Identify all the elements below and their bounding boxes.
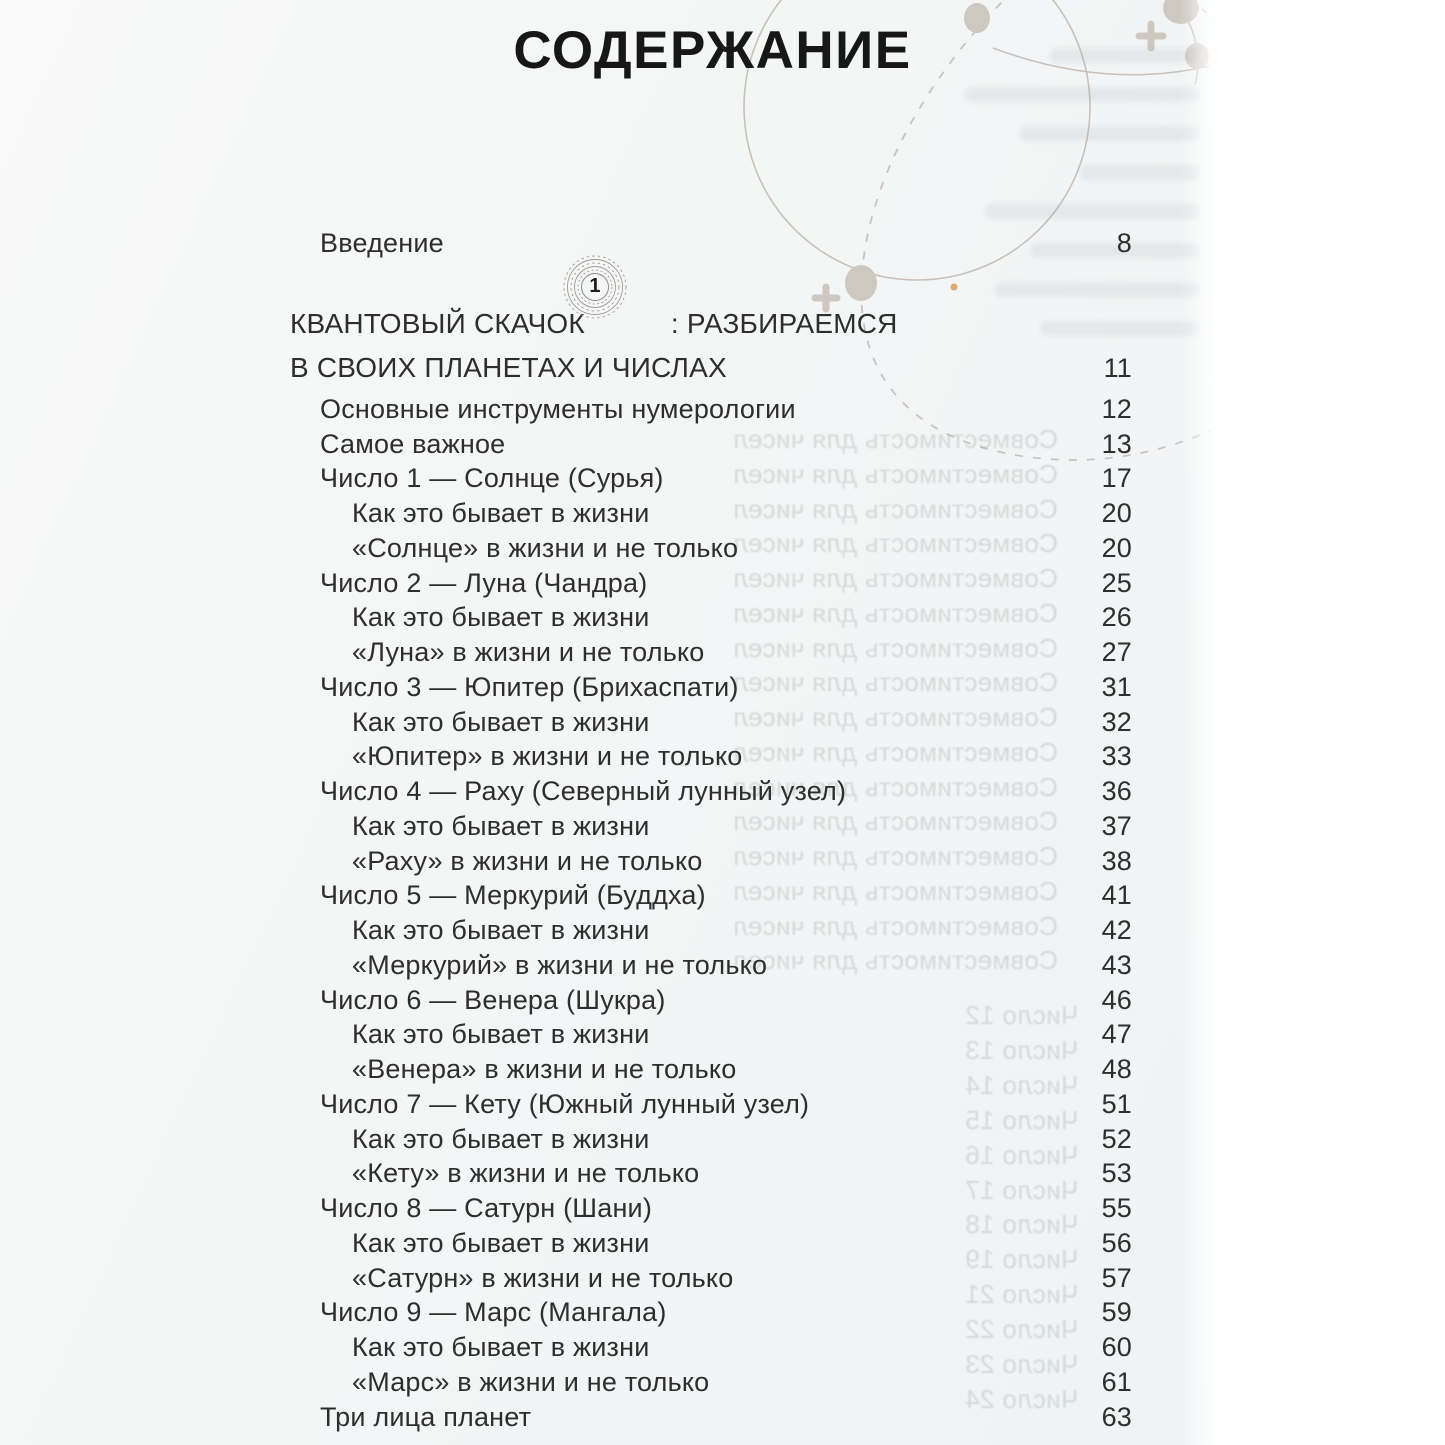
bleedthrough-text: Совместимость для чисел <box>733 424 1058 454</box>
toc-row <box>290 670 1132 705</box>
toc-entry-label: Как это бывает в жизни <box>352 1332 650 1362</box>
toc-entry-label: «Луна» в жизни и не только <box>352 637 705 667</box>
bleedthrough-text: Совместимость для чисел <box>733 597 1058 628</box>
bleedthrough-blur <box>965 87 1200 102</box>
toc-entry-label: Как это бывает в жизни <box>352 602 650 633</box>
toc-entry-page: 32 <box>1101 706 1132 737</box>
toc-row <box>290 1365 1132 1400</box>
bleedthrough-text: Совместимость для чисел <box>733 493 1058 524</box>
bleedthrough-blur <box>985 204 1200 219</box>
toc-row <box>290 566 1132 601</box>
toc-entry-label: «Юпитер» в жизни и не только <box>352 741 743 772</box>
toc-entry-label: Число 8 — Сатурн (Шани) <box>320 1193 653 1223</box>
toc-entry-page: 37 <box>1101 810 1132 841</box>
toc-entry-label: Как это бывает в жизни <box>352 1227 650 1258</box>
toc-entry-label: Число 5 — Меркурий (Буддха) <box>320 880 706 911</box>
toc-entry-page: 61 <box>1101 1366 1132 1397</box>
bleedthrough-text: Совместимость для чисел <box>733 841 1058 871</box>
toc-entry-page: 63 <box>1101 1401 1132 1432</box>
chapter-title-part2: : РАЗБИРАЕМСЯ <box>670 307 898 339</box>
toc-row <box>290 983 1132 1018</box>
toc-entry-label: Число 3 — Юпитер (Брихаспати) <box>320 671 739 702</box>
chapter-title-part1: КВАНТОВЫЙ СКАЧОК <box>290 307 585 339</box>
bleedthrough-text: Число 19 <box>964 1244 1078 1275</box>
toc-entry-label: Число 4 — Раху (Северный лунный узел) <box>320 776 847 806</box>
toc-entry-label: Основные инструменты нумерологии <box>320 393 796 424</box>
bleedthrough-text: Число 18 <box>964 1209 1078 1240</box>
toc-entry-page: 46 <box>1101 984 1132 1015</box>
page-title: СОДЕРЖАНИЕ <box>513 21 912 80</box>
toc-row <box>290 910 1132 948</box>
toc-row <box>290 948 1132 983</box>
toc-entry-label: Как это бывает в жизни <box>352 1123 650 1154</box>
bleedthrough-text: Совместимость для чисел <box>733 910 1058 941</box>
toc-entry-page: 60 <box>1101 1332 1132 1362</box>
bleedthrough-text: Совместимость для чисел <box>733 806 1058 837</box>
toc-entry-page: 8 <box>1116 228 1132 258</box>
toc-entry-label: Введение <box>320 228 444 258</box>
toc-entry-page: 43 <box>1101 949 1132 980</box>
toc-row <box>290 493 1132 531</box>
bleedthrough-text: Число 21 <box>964 1279 1078 1310</box>
toc-entry-label: Число 1 — Солнце (Сурья) <box>320 463 664 494</box>
toc-entry-label: «Сатурн» в жизни и не только <box>352 1262 734 1293</box>
bleedthrough-text: Число 22 <box>964 1314 1078 1345</box>
toc-entry-label: Как это бывает в жизни <box>352 498 650 528</box>
bleedthrough-text: Совместимость для чисел <box>733 875 1058 906</box>
toc-entry-label: Три лица планет <box>320 1401 532 1432</box>
toc-entry-page: 27 <box>1101 637 1132 667</box>
toc-entry-page: 52 <box>1101 1123 1132 1154</box>
bleedthrough-text: Совместимость для чисел <box>733 736 1058 767</box>
toc-entry-page: 47 <box>1101 1019 1132 1050</box>
bleedthrough-text: Число 15 <box>964 1104 1078 1135</box>
toc-entry-label: Число 9 — Марс (Мангала) <box>320 1297 667 1328</box>
toc-chapter-heading <box>290 274 1132 390</box>
toc-entry-page: 55 <box>1101 1193 1132 1223</box>
toc-entry-page: 56 <box>1101 1227 1132 1258</box>
toc-row <box>290 1017 1132 1052</box>
toc-entry-page: 48 <box>1101 1054 1132 1084</box>
toc-entry-page: 38 <box>1101 845 1132 876</box>
toc-entry-page: 42 <box>1101 915 1132 945</box>
bleedthrough-text: Совместимость для чисел <box>733 945 1058 976</box>
chapter-number: 1 <box>589 274 601 297</box>
toc-entry-label: «Меркурий» в жизни и не только <box>352 949 768 980</box>
bleedthrough-text: Число 16 <box>964 1139 1078 1170</box>
toc-row <box>290 771 1132 809</box>
toc-entry-label: Число 2 — Луна (Чандра) <box>320 567 648 598</box>
toc-entry-label: Число 7 — Кету (Южный лунный узел) <box>320 1088 810 1119</box>
toc-row <box>290 1122 1132 1157</box>
toc-row-introduction <box>290 226 1132 261</box>
toc-row <box>290 1330 1132 1365</box>
toc-row <box>290 392 1132 427</box>
toc-row <box>290 1295 1132 1330</box>
toc-row <box>290 597 1132 635</box>
toc-entry-label: «Марс» в жизни и не только <box>352 1366 710 1397</box>
toc-entry-page: 59 <box>1101 1297 1132 1328</box>
toc-entry-label: Как это бывает в жизни <box>352 810 650 841</box>
toc-entry-page: 13 <box>1101 428 1132 459</box>
toc-row <box>290 458 1132 496</box>
bleedthrough-text: Число 23 <box>964 1349 1078 1379</box>
bleedthrough-text: Совместимость для чисел <box>733 702 1058 732</box>
toc-entry-page: 26 <box>1101 602 1132 633</box>
toc-row <box>290 736 1132 774</box>
chapter-title-line1 <box>290 274 1062 346</box>
toc-row <box>290 1400 1132 1435</box>
toc-entry-page: 41 <box>1101 880 1132 911</box>
bleedthrough-text: Совместимость для чисел <box>733 771 1058 802</box>
toc-rows <box>290 392 1132 1435</box>
bleedthrough-text: Совместимость для чисел <box>733 528 1058 559</box>
toc-entry-page: 33 <box>1101 741 1132 772</box>
toc-row <box>290 1087 1132 1122</box>
bleedthrough-text: Число 12 <box>964 1000 1078 1030</box>
toc-row <box>290 1052 1132 1087</box>
table-of-contents <box>290 226 1132 1434</box>
chapter-number-badge <box>562 254 628 320</box>
toc-entry-label: «Кету» в жизни и не только <box>352 1158 700 1189</box>
toc-entry-label: Самое важное <box>320 428 506 459</box>
bleedthrough-text: Совместимость для чисел <box>733 632 1058 663</box>
toc-entry-page: 12 <box>1101 393 1132 424</box>
bleedthrough-text: Число 14 <box>964 1069 1078 1100</box>
toc-row <box>290 705 1132 740</box>
toc-row <box>290 1261 1132 1296</box>
toc-entry-page: 51 <box>1101 1088 1132 1119</box>
toc-row <box>290 809 1132 844</box>
bleedthrough-text: Совместимость для чисел <box>733 563 1058 593</box>
toc-entry-page: 11 <box>1103 352 1132 383</box>
bleedthrough-text: Число 17 <box>964 1174 1078 1205</box>
toc-entry-page: 25 <box>1101 567 1132 598</box>
toc-entry-page: 36 <box>1101 776 1132 806</box>
toc-entry-label: Число 6 — Венера (Шукра) <box>320 984 666 1015</box>
toc-entry-page: 57 <box>1101 1262 1132 1293</box>
toc-row <box>290 1226 1132 1261</box>
toc-row <box>290 1191 1132 1226</box>
toc-entry-page: 53 <box>1101 1158 1132 1189</box>
toc-row <box>290 844 1132 879</box>
toc-entry-page: 17 <box>1101 463 1132 494</box>
toc-entry-label: «Раху» в жизни и не только <box>352 845 703 876</box>
chapter-title-line2: В СВОИХ ПЛАНЕТАХ И ЧИСЛАХ <box>290 351 727 383</box>
toc-row <box>290 427 1132 462</box>
toc-entry-page: 20 <box>1101 498 1132 528</box>
sparkle-plus <box>1139 24 1163 48</box>
toc-row <box>290 632 1132 670</box>
bleedthrough-text: Число 24 <box>964 1383 1078 1414</box>
toc-entry-label: «Солнце» в жизни и не только <box>352 532 739 563</box>
bleedthrough-text: Совместимость для чисел <box>733 458 1058 489</box>
bleedthrough-text: Число 13 <box>964 1034 1078 1065</box>
bleedthrough-text: Совместимость для чисел <box>733 667 1058 698</box>
toc-entry-label: Как это бывает в жизни <box>352 915 650 945</box>
toc-row <box>290 875 1132 913</box>
toc-entry-label: Как это бывает в жизни <box>352 1019 650 1050</box>
bleedthrough-blur <box>1020 126 1200 141</box>
toc-row <box>290 531 1132 566</box>
toc-entry-label: Как это бывает в жизни <box>352 706 650 737</box>
toc-entry-label: «Венера» в жизни и не только <box>352 1054 737 1084</box>
page-edge-highlight <box>1180 0 1445 1445</box>
toc-entry-page: 20 <box>1101 532 1132 563</box>
toc-row <box>290 1156 1132 1191</box>
toc-entry-page: 31 <box>1101 671 1132 702</box>
